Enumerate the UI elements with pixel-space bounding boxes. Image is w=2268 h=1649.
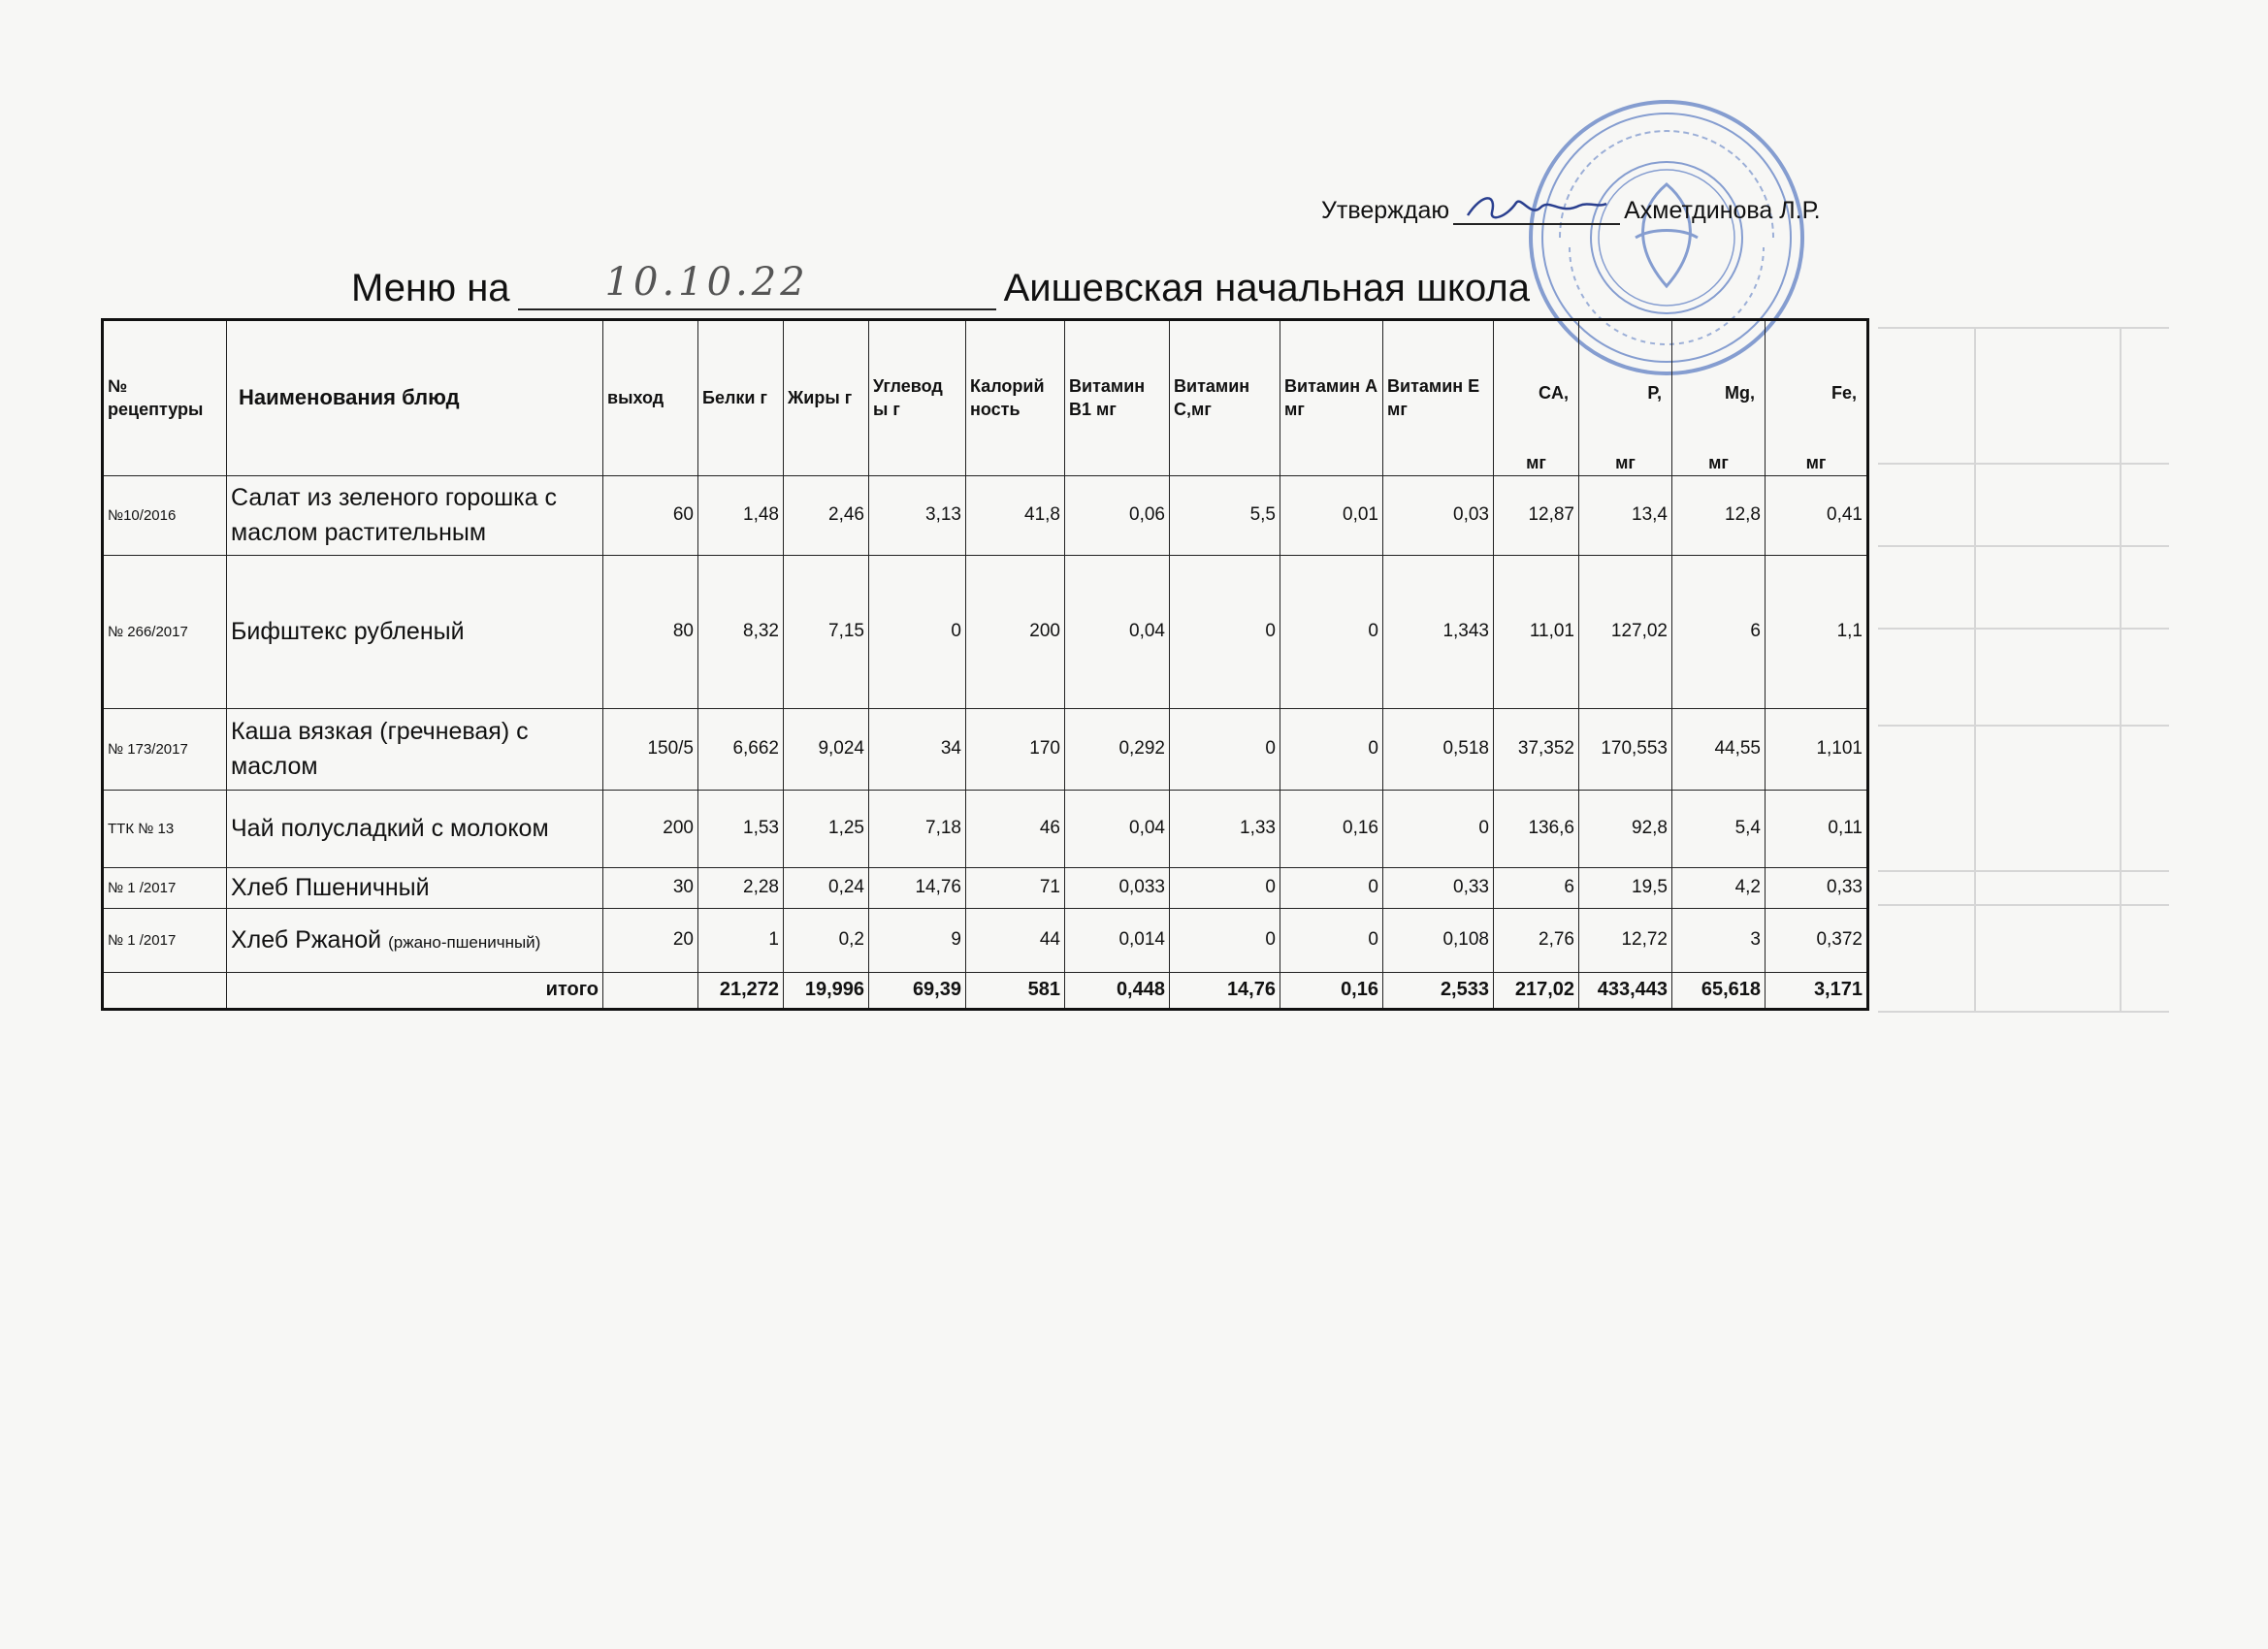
carbs-cell: 0 (869, 555, 966, 708)
yield-cell: 30 (603, 867, 698, 908)
total-e: 2,533 (1383, 972, 1494, 1009)
page-title (351, 260, 1530, 310)
recipe-code: ТТК № 13 (103, 790, 227, 867)
e-cell: 0,108 (1383, 908, 1494, 972)
p-cell: 127,02 (1579, 555, 1672, 708)
b1-cell: 0,04 (1065, 555, 1170, 708)
header-fe: Fe, мг (1766, 320, 1868, 476)
protein-cell: 8,32 (698, 555, 784, 708)
total-protein: 21,272 (698, 972, 784, 1009)
b1-cell: 0,292 (1065, 708, 1170, 790)
recipe-code: № 266/2017 (103, 555, 227, 708)
approval-label: Утверждаю (1321, 197, 1450, 224)
total-ca: 217,02 (1494, 972, 1579, 1009)
ca-cell: 11,01 (1494, 555, 1579, 708)
e-cell: 0,03 (1383, 475, 1494, 555)
p-cell: 92,8 (1579, 790, 1672, 867)
header-vit-e: Витамин Е мг (1383, 320, 1494, 476)
calories-cell: 41,8 (966, 475, 1065, 555)
header-protein: Белки г (698, 320, 784, 476)
a-cell: 0,01 (1280, 475, 1383, 555)
approver-name: Ахметдинова Л.Р. (1624, 197, 1821, 224)
total-yield-empty (603, 972, 698, 1009)
total-p: 433,443 (1579, 972, 1672, 1009)
yield-cell: 60 (603, 475, 698, 555)
header-vit-a: Витамин А мг (1280, 320, 1383, 476)
school-name: Аишевская начальная школа (1003, 267, 1530, 309)
recipe-code: № 1 /2017 (103, 867, 227, 908)
mg-cell: 44,55 (1672, 708, 1766, 790)
calories-cell: 71 (966, 867, 1065, 908)
table-row (103, 867, 1868, 908)
table-header-row (103, 320, 1868, 476)
recipe-code: №10/2016 (103, 475, 227, 555)
fe-cell: 0,11 (1766, 790, 1868, 867)
signature-field (1453, 194, 1620, 225)
e-cell: 1,343 (1383, 555, 1494, 708)
dish-name: Бифштекс рубленый (227, 555, 603, 708)
protein-cell: 1,48 (698, 475, 784, 555)
mg-cell: 6 (1672, 555, 1766, 708)
total-fat: 19,996 (784, 972, 869, 1009)
calories-cell: 44 (966, 908, 1065, 972)
total-a: 0,16 (1280, 972, 1383, 1009)
c-cell: 0 (1170, 555, 1280, 708)
a-cell: 0 (1280, 867, 1383, 908)
c-cell: 5,5 (1170, 475, 1280, 555)
protein-cell: 6,662 (698, 708, 784, 790)
fat-cell: 1,25 (784, 790, 869, 867)
yield-cell: 150/5 (603, 708, 698, 790)
a-cell: 0 (1280, 708, 1383, 790)
c-cell: 0 (1170, 708, 1280, 790)
dish-name: Хлеб Пшеничный (227, 867, 603, 908)
yield-cell: 200 (603, 790, 698, 867)
protein-cell: 1 (698, 908, 784, 972)
header-p: P, мг (1579, 320, 1672, 476)
header-recipe: № рецептуры (103, 320, 227, 476)
protein-cell: 1,53 (698, 790, 784, 867)
header-ca: CA, мг (1494, 320, 1579, 476)
ca-cell: 136,6 (1494, 790, 1579, 867)
carbs-cell: 9 (869, 908, 966, 972)
total-spacer (103, 972, 227, 1009)
carbs-cell: 34 (869, 708, 966, 790)
total-b1: 0,448 (1065, 972, 1170, 1009)
total-calories: 581 (966, 972, 1065, 1009)
bleed-through-lines (1878, 318, 2169, 1017)
total-fe: 3,171 (1766, 972, 1868, 1009)
b1-cell: 0,06 (1065, 475, 1170, 555)
e-cell: 0,33 (1383, 867, 1494, 908)
fe-cell: 1,1 (1766, 555, 1868, 708)
mg-cell: 3 (1672, 908, 1766, 972)
fe-cell: 0,33 (1766, 867, 1868, 908)
protein-cell: 2,28 (698, 867, 784, 908)
b1-cell: 0,014 (1065, 908, 1170, 972)
total-c: 14,76 (1170, 972, 1280, 1009)
header-yield: выход (603, 320, 698, 476)
dish-name: Салат из зеленого горошка с маслом растительным (227, 475, 603, 555)
header-calories: Калорий ность (966, 320, 1065, 476)
a-cell: 0,16 (1280, 790, 1383, 867)
c-cell: 0 (1170, 908, 1280, 972)
date-field (518, 260, 996, 310)
mg-cell: 12,8 (1672, 475, 1766, 555)
header-mg: Mg, мг (1672, 320, 1766, 476)
recipe-code: № 173/2017 (103, 708, 227, 790)
calories-cell: 46 (966, 790, 1065, 867)
p-cell: 19,5 (1579, 867, 1672, 908)
approval-line (1321, 194, 1821, 225)
total-row (103, 972, 1868, 1009)
dish-name: Каша вязкая (гречневая) с маслом (227, 708, 603, 790)
c-cell: 1,33 (1170, 790, 1280, 867)
table-row (103, 708, 1868, 790)
ca-cell: 37,352 (1494, 708, 1579, 790)
yield-cell: 80 (603, 555, 698, 708)
ca-cell: 12,87 (1494, 475, 1579, 555)
fat-cell: 0,24 (784, 867, 869, 908)
fat-cell: 0,2 (784, 908, 869, 972)
c-cell: 0 (1170, 867, 1280, 908)
e-cell: 0 (1383, 790, 1494, 867)
fe-cell: 0,372 (1766, 908, 1868, 972)
header-dish-name: Наименования блюд (227, 320, 603, 476)
p-cell: 12,72 (1579, 908, 1672, 972)
menu-date: 10.10.22 (604, 260, 809, 305)
dish-name-note: (ржано-пшеничный) (388, 932, 541, 952)
total-label: итого (227, 972, 603, 1009)
dish-name (227, 908, 603, 972)
recipe-code: № 1 /2017 (103, 908, 227, 972)
fat-cell: 9,024 (784, 708, 869, 790)
dish-name-main: Хлеб Ржаной (231, 925, 382, 954)
calories-cell: 170 (966, 708, 1065, 790)
carbs-cell: 14,76 (869, 867, 966, 908)
ca-cell: 2,76 (1494, 908, 1579, 972)
carbs-cell: 3,13 (869, 475, 966, 555)
handwritten-signature (1463, 188, 1608, 227)
dish-name: Чай полусладкий с молоком (227, 790, 603, 867)
header-vit-c: Витамин С,мг (1170, 320, 1280, 476)
a-cell: 0 (1280, 908, 1383, 972)
fat-cell: 7,15 (784, 555, 869, 708)
table-row (103, 790, 1868, 867)
fe-cell: 0,41 (1766, 475, 1868, 555)
b1-cell: 0,033 (1065, 867, 1170, 908)
total-mg: 65,618 (1672, 972, 1766, 1009)
menu-table (101, 318, 1869, 1011)
fat-cell: 2,46 (784, 475, 869, 555)
table-row (103, 908, 1868, 972)
header-vit-b1: Витамин В1 мг (1065, 320, 1170, 476)
ca-cell: 6 (1494, 867, 1579, 908)
e-cell: 0,518 (1383, 708, 1494, 790)
total-carbs: 69,39 (869, 972, 966, 1009)
a-cell: 0 (1280, 555, 1383, 708)
mg-cell: 5,4 (1672, 790, 1766, 867)
table-row (103, 475, 1868, 555)
calories-cell: 200 (966, 555, 1065, 708)
p-cell: 13,4 (1579, 475, 1672, 555)
header-fat: Жиры г (784, 320, 869, 476)
yield-cell: 20 (603, 908, 698, 972)
table-row (103, 555, 1868, 708)
title-prefix: Меню на (351, 267, 510, 309)
b1-cell: 0,04 (1065, 790, 1170, 867)
p-cell: 170,553 (1579, 708, 1672, 790)
carbs-cell: 7,18 (869, 790, 966, 867)
fe-cell: 1,101 (1766, 708, 1868, 790)
header-carbs: Углевод ы г (869, 320, 966, 476)
mg-cell: 4,2 (1672, 867, 1766, 908)
